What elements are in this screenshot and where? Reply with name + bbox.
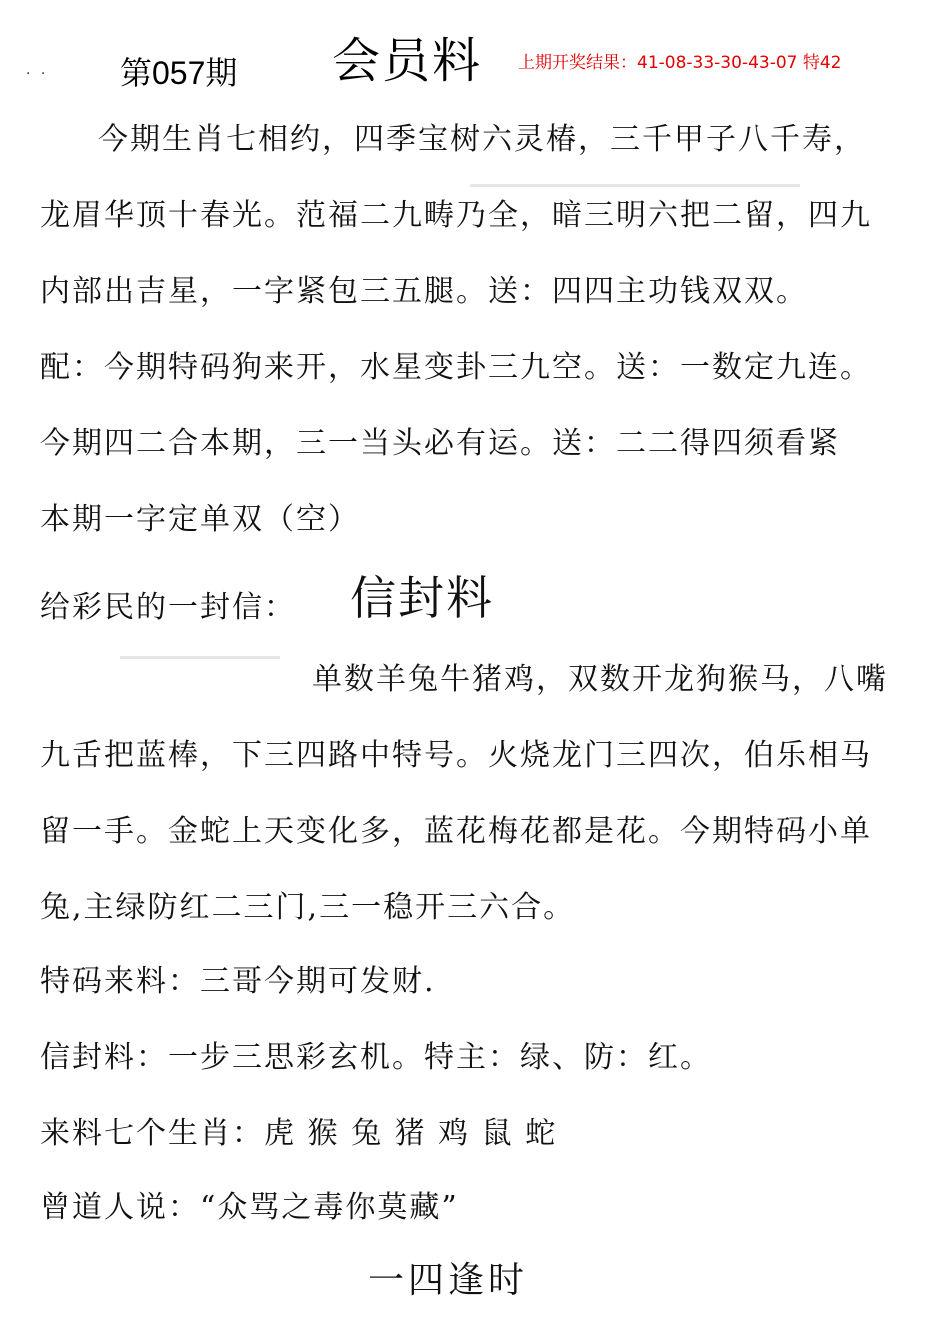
envelope-title: 信封料 [350,571,494,625]
text-line: 龙眉华顶十春光。范福二九畴乃全，暗三明六把二留，四九 [40,198,872,233]
text-line: 特码来料：三哥今期可发财. [40,964,436,999]
text-line: 内部出吉星，一字紧包三五腿。送：四四主功钱双双。 [40,274,808,309]
text-line: 单数羊兔牛猪鸡，双数开龙狗猴马，八嘴 [312,662,888,697]
text-line: 来料七个生肖：虎 猴 兔 猪 鸡 鼠 蛇 [40,1116,558,1151]
text-line: 今期生肖七相约，四季宝树六灵椿，三千甲子八千寿， [98,122,866,157]
issue-number: 第057期 [120,55,238,91]
text-line: 曾道人说：“众骂之毒你莫藏” [40,1190,459,1225]
letter-label: 给彩民的一封信： [40,590,296,625]
decorative-dots: . . [26,62,49,78]
text-line: 今期四二合本期，三一当头必有运。送：二二得四须看紧 [40,426,840,461]
text-line: 配：今期特码狗来开，水星变卦三九空。送：一数定九连。 [40,350,872,385]
page-title: 会员料 [332,33,483,89]
text-line: 本期一字定单双（空） [40,502,360,537]
text-line: 九舌把蓝棒，下三四路中特号。火烧龙门三四次，伯乐相马 [40,738,872,773]
footer-title: 一四逢时 [368,1260,529,1301]
scan-artifact [470,184,800,187]
text-line: 留一手。金蛇上天变化多，蓝花梅花都是花。今期特码小单 [40,814,872,849]
scan-artifact [120,656,280,659]
text-line: 信封料：一步三思彩玄机。特主：绿、防：红。 [40,1040,712,1075]
previous-result: 上期开奖结果：41-08-33-30-43-07 特42 [518,53,842,73]
text-line: 兔,主绿防红二三门,三一稳开三六合。 [40,890,576,925]
